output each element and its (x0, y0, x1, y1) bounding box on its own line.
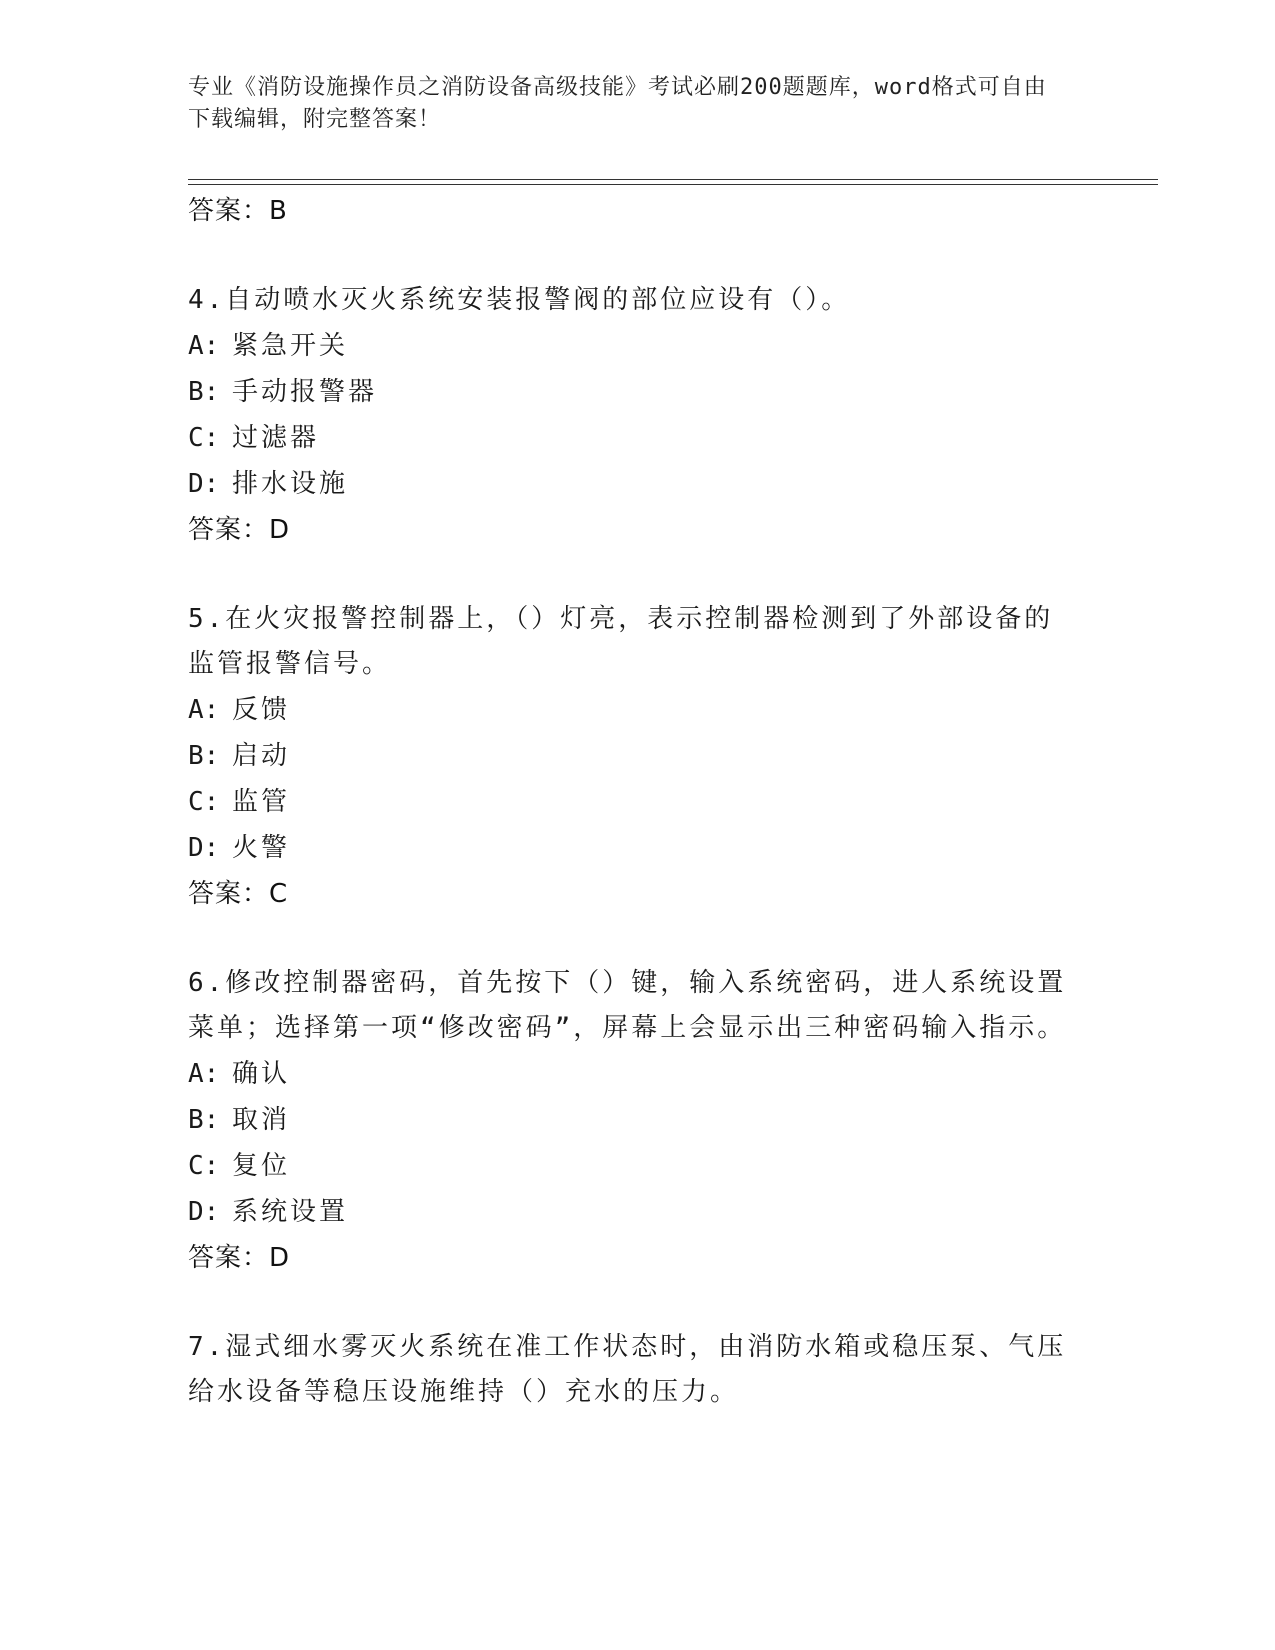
option-c (188, 779, 1068, 825)
option-text: 手动报警器 (232, 377, 378, 407)
option-key: D: (188, 1197, 220, 1227)
option-d (188, 825, 1068, 871)
option-text: 取消 (232, 1105, 291, 1135)
option-text: 火警 (232, 833, 291, 863)
option-b (188, 1097, 1068, 1143)
question-item (188, 278, 1068, 553)
option-key: B: (188, 377, 220, 407)
question-item (188, 597, 1068, 917)
option-key: A: (188, 1059, 220, 1089)
question-text: 5.在火灾报警控制器上，（）灯亮，表示控制器检测到了外部设备的监管报警信号。 (188, 604, 1054, 679)
answer-line: 答案：C (188, 879, 289, 909)
answer-line: 答案：D (188, 515, 291, 545)
option-text: 反馈 (232, 695, 291, 725)
option-text: 监管 (232, 787, 291, 817)
option-text: 复位 (232, 1151, 291, 1181)
question-text: 4.自动喷水灭火系统安装报警阀的部位应设有（）。 (188, 285, 851, 315)
option-b (188, 369, 1068, 415)
document-header: 专业《消防设施操作员之消防设备高级技能》考试必刷200题题库，word格式可自由下载编辑，附完整答案！ (188, 75, 1047, 132)
question-list (188, 188, 1068, 1415)
option-d (188, 461, 1068, 507)
header-rule-top (188, 179, 1158, 180)
option-text: 排水设施 (232, 469, 349, 499)
option-d (188, 1189, 1068, 1235)
option-c (188, 1143, 1068, 1189)
question-item (188, 1325, 1068, 1415)
option-a (188, 1051, 1068, 1097)
option-key: D: (188, 833, 220, 863)
option-b (188, 733, 1068, 779)
option-key: C: (188, 787, 220, 817)
option-key: B: (188, 1105, 220, 1135)
question-text: 6.修改控制器密码，首先按下（）键，输入系统密码，进人系统设置菜单；选择第一项“修改密码”，屏幕上会显示出三种密码输入指示。 (188, 968, 1067, 1043)
answer-line: 答案：B (188, 196, 288, 226)
option-text: 紧急开关 (232, 331, 349, 361)
answer-line: 答案：D (188, 1243, 291, 1273)
question-item (188, 961, 1068, 1281)
option-a (188, 687, 1068, 733)
option-text: 确认 (232, 1059, 291, 1089)
option-key: A: (188, 695, 220, 725)
option-key: C: (188, 1151, 220, 1181)
option-key: B: (188, 741, 220, 771)
option-c (188, 415, 1068, 461)
question-text: 7.湿式细水雾灭火系统在准工作状态时，由消防水箱或稳压泵、气压给水设备等稳压设施维持（）充水的压力。 (188, 1332, 1067, 1407)
option-text: 过滤器 (232, 423, 320, 453)
option-a (188, 323, 1068, 369)
option-text: 启动 (232, 741, 291, 771)
option-text: 系统设置 (232, 1197, 349, 1227)
option-key: C: (188, 423, 220, 453)
header-rule-bottom (188, 184, 1158, 185)
option-key: D: (188, 469, 220, 499)
option-key: A: (188, 331, 220, 361)
